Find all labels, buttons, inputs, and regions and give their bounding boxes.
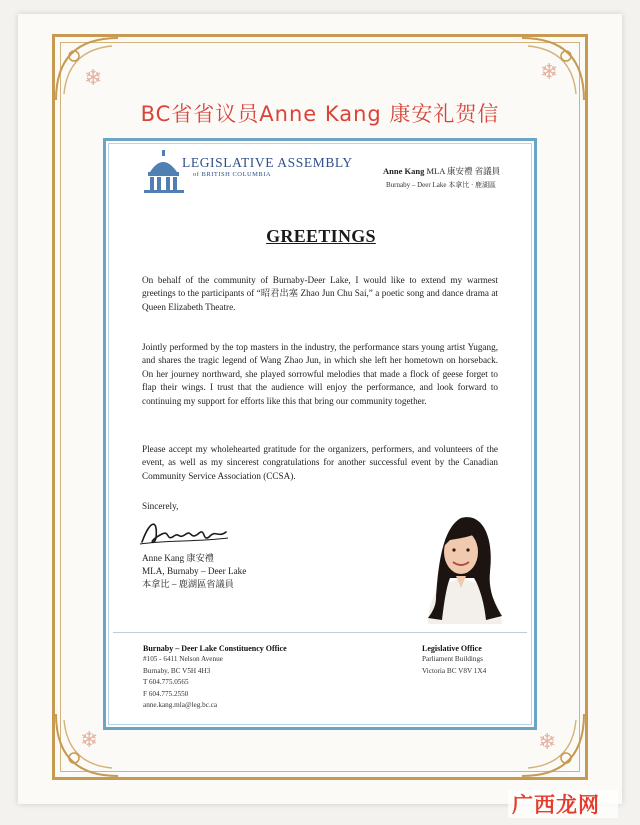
legislative-dome-logo-icon xyxy=(140,150,188,194)
mla-role-cn: 省議員 xyxy=(474,166,501,176)
letter-paragraph-2: Jointly performed by the top masters in the industry, the performance stars young artist Yugang, and shares the tragic legend of Wang Zhao Jun, in which she left her hometown on horseback. On her journey northward, she played sorrowful melodies that made a flock of geese forget to flap their wings. I trust that the audience will enjoy the performance, and look forward to continuing my support for efforts like this that bring our community together. xyxy=(142,342,498,406)
constituency-office-block xyxy=(143,643,287,711)
assembly-subtitle: of BRITISH COLUMBIA xyxy=(193,171,272,178)
signer-title: MLA, Burnaby – Deer Lake xyxy=(142,566,247,576)
constituency-office-title: Burnaby – Deer Lake Constituency Office xyxy=(143,644,287,653)
assembly-title: LEGISLATIVE ASSEMBLY xyxy=(182,155,353,170)
legislative-office-line: Victoria BC V8V 1X4 xyxy=(422,666,487,675)
constituency-office-line: T 604.775.0565 xyxy=(143,678,189,687)
constituency-office-line: #105 - 6411 Nelson Avenue xyxy=(143,655,223,664)
signer-name: Anne Kang 康安禮 xyxy=(142,553,214,563)
constituency-office-line: F 604.775.2550 xyxy=(143,689,189,698)
portrait-photo xyxy=(398,488,524,624)
mla-header-line xyxy=(383,165,500,177)
letter-paragraph-1: On behalf of the community of Burnaby-Deer Lake, I would like to extend my warmest greetings to the participants of “昭君出塞 Zhao Jun Chu Sai,” a poetic song and dance drama at Queen Elizabeth Theatre. xyxy=(142,275,498,312)
snowflake-icon: ❄ xyxy=(80,728,99,753)
mla-title: MLA 康安禮 xyxy=(426,166,473,176)
snowflake-icon: ❄ xyxy=(84,66,103,91)
legislative-office-block xyxy=(422,643,486,677)
handwritten-signature xyxy=(136,512,232,552)
letter-paragraph-3: Please accept my wholehearted gratitude for the organizers, performers, and volunteers of the event, as well as my sincerest congratulations for another successful event by the Canadian Community Service Association (CCSA). xyxy=(142,444,498,481)
constituency-office-email: anne.kang.mla@leg.bc.ca xyxy=(143,701,218,710)
banner-title: BC省省议员Anne Kang 康安礼贺信 xyxy=(140,102,500,126)
mla-name: Anne Kang xyxy=(383,166,425,176)
snowflake-icon: ❄ xyxy=(538,730,557,755)
constituency-office-line: Burnaby, BC V5H 4H3 xyxy=(143,666,211,675)
mla-constituency: Burnaby – Deer Lake 本拿比 · 鹿湖區 xyxy=(386,181,497,189)
snowflake-icon: ❄ xyxy=(540,60,559,85)
footer-divider xyxy=(113,632,527,633)
site-watermark: 广西龙网 xyxy=(512,793,600,817)
legislative-office-title: Legislative Office xyxy=(422,644,482,653)
signer-title-cn: 本拿比 – 鹿湖區省議員 xyxy=(142,579,234,589)
closing: Sincerely, xyxy=(142,501,179,511)
greetings-heading: GREETINGS xyxy=(266,226,376,246)
signature-block xyxy=(142,552,246,591)
legislative-office-line: Parliament Buildings xyxy=(422,655,483,664)
